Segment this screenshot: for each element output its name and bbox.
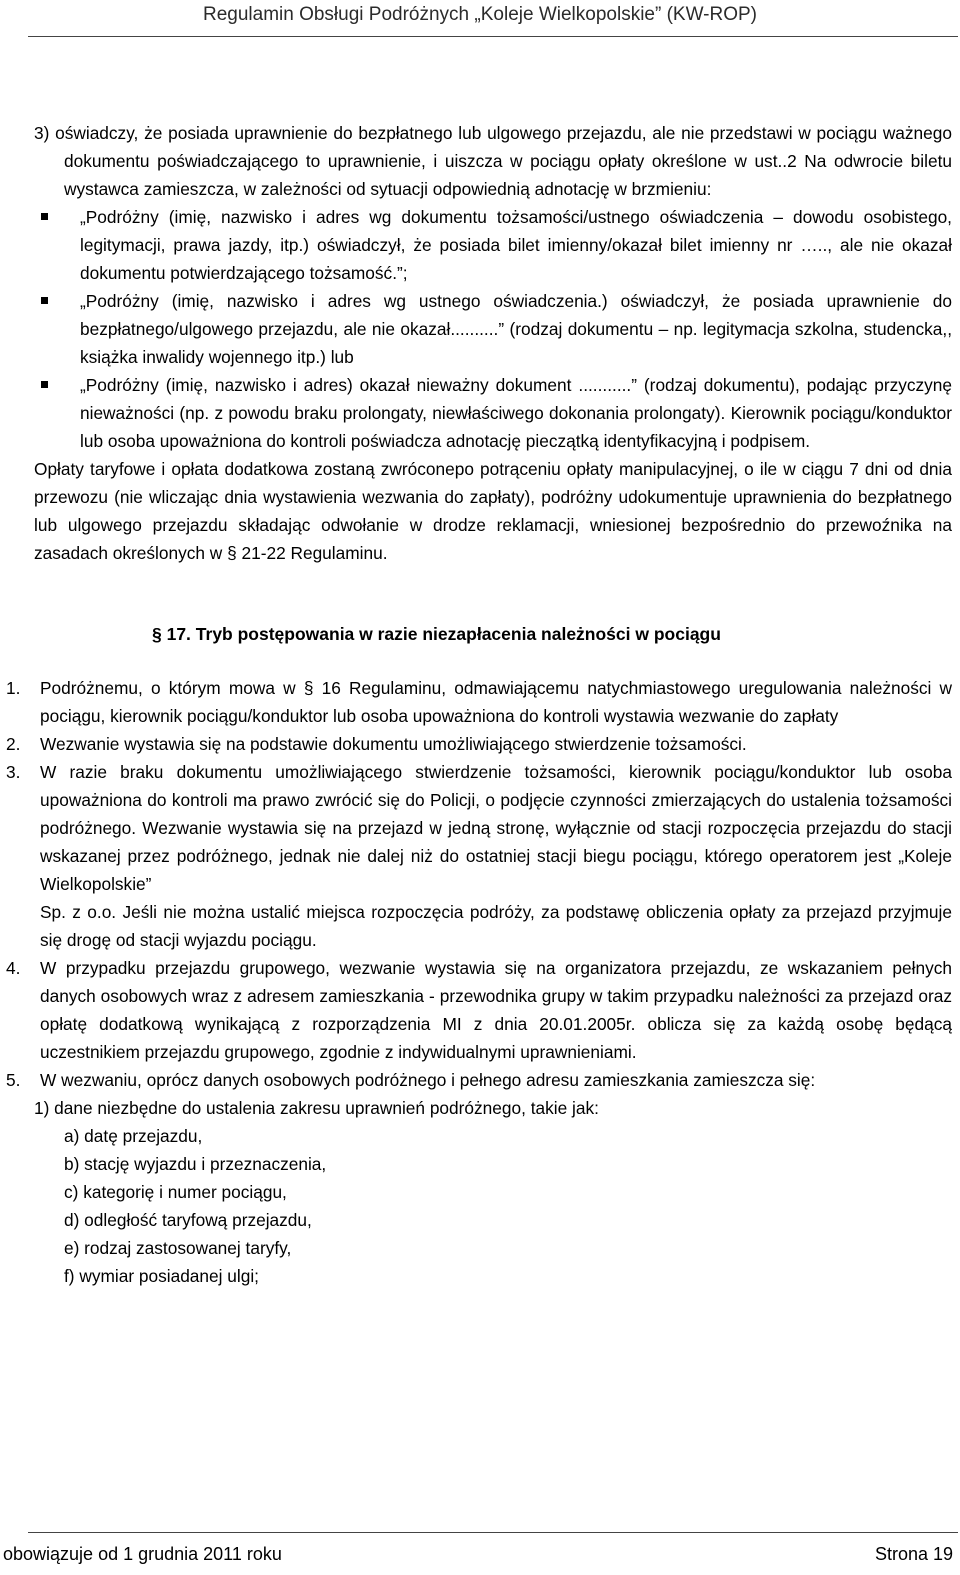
footer-page-number: Strona 19 [874,1544,953,1564]
list-item [6,730,952,758]
sub-sub-list-item: f) wymiar posiadanej ulgi; [64,1266,259,1286]
header-divider [28,36,958,37]
paragraph-item-3: 3) oświadczy, że posiada uprawnienie do bezpłatnego lub ulgowego przejazdu, ale nie przedstawi w pociągu ważnego dokumentu poświadczającego to uprawnienie, i uiszcza w pociągu opłaty określone w ust..2 Na odwrocie biletu wystawca zamieszcza, w zależności od sytuacji odpowiednią adnotację w brzmieniu: [34,123,952,199]
list-text-group [40,758,952,954]
sub-sub-list-item: c) kategorię i numer pociągu, [64,1182,287,1202]
list-text: W przypadku przejazdu grupowego, wezwanie wystawia się na organizatora przejazdu, ze wskazaniem pełnych danych osobowych wraz z adresem zamieszkania - przewodnika grupy w takim przypadku należności za przejazd oraz opłatę dodatkową wynikającą z rozporządzenia MI z dnia 20.01.2005r. oblicza się za każdą osobę będącą uczestnikiem przejazdu grupowego, zgodnie z indywidualnymi uprawnieniami. [40,958,952,1062]
list-item [6,954,952,1066]
sub-sub-list-item: b) stację wyjazdu i przeznaczenia, [64,1154,327,1174]
list-text: Podróżnemu, o którym mowa w § 16 Regulaminu, odmawiającemu natychmiastowego uregulowania należności w pociągu, kierownik pociągu/konduktor lub osoba upoważniona do kontroli wystawia wezwanie do zapłaty [40,678,952,726]
bullet-item [34,203,952,287]
list-text: W razie braku dokumentu umożliwiającego stwierdzenie tożsamości, kierownik pociągu/konduktor lub osoba upoważniona do kontroli ma prawo zwrócić się do Policji, o podjęcie czynności zmierzających do ustalenia tożsamości podróżnego. Wezwanie wystawia się na przejazd w jedną stronę, wyłącznie od stacji rozpoczęcia przejazdu do stacji wskazanej przez podróżnego, jednak nie dalej niż do ostatniej stacji biegu pociągu, którego operatorem jest „Koleje Wielkopolskie” [40,762,952,894]
list-number: 5. [6,1070,21,1090]
list-item [6,758,952,954]
section-heading: § 17. Tryb postępowania w razie niezapłacenia należności w pociągu [152,624,721,644]
list-text: W wezwaniu, oprócz danych osobowych podróżnego i pełnego adresu zamieszkania zamieszcza się: [40,1070,816,1090]
list-text-continued: Sp. z o.o. Jeśli nie można ustalić miejsca rozpoczęcia podróży, za podstawę obliczenia opłaty za przejazd przyjmuje się drogę od stacji wyjazdu pociągu. [40,902,952,950]
bullet-text: „Podróżny (imię, nazwisko i adres) okazał nieważny dokument ...........” (rodzaj dokumentu), podając przyczynę nieważności (np. z powodu braku prolongaty, niewłaściwego dokonania prolongaty). Kierownik pociągu/konduktor lub osoba upoważniona do kontroli poświadcza adnotację pieczątką identyfikacyjną i podpisem. [80,375,952,451]
bullet-item [34,287,952,371]
footer-divider [28,1532,958,1533]
page-header [0,0,960,34]
closing-paragraph: Opłaty taryfowe i opłata dodatkowa zostaną zwróconepo potrąceniu opłaty manipulacyjnej, o ile w ciągu 7 dni od dnia przewozu (nie wliczając dnia wystawienia wezwania do zapłaty), podróżny udokumentuje uprawnienia do bezpłatnego lub ulgowego przejazdu składając odwołanie w drodze reklamacji, wniesionej bezpośrednio do przewoźnika na zasadach określonych w § 21-22 Regulaminu. [34,459,952,563]
list-item [6,1066,952,1094]
header-title: Regulamin Obsługi Podróżnych „Koleje Wielkopolskie” (KW-ROP) [202,4,757,25]
bullet-text: „Podróżny (imię, nazwisko i adres wg ustnego oświadczenia.) oświadczył, że posiada uprawnienie do bezpłatnego/ulgowego przejazdu, ale nie okazał..........” (rodzaj dokumentu – np. legitymacja szkolna, studencka,, książka inwalidy wojennego itp.) lub [80,291,952,367]
bullet-item [34,371,952,455]
square-bullet-icon [41,213,48,220]
footer-effective-date: obowiązuje od 1 grudnia 2011 roku [3,1544,282,1564]
list-number: 4. [6,958,21,978]
sub-list-item: 1) dane niezbędne do ustalenia zakresu uprawnień podróżnego, takie jak: [34,1098,599,1118]
list-number: 2. [6,734,21,754]
sub-sub-list-item: e) rodzaj zastosowanej taryfy, [64,1238,292,1258]
list-number: 3. [6,762,21,782]
document-body [6,119,952,1290]
bullet-text: „Podróżny (imię, nazwisko i adres wg dokumentu tożsamości/ustnego oświadczenia – dowodu osobistego, legitymacji, prawa jazdy, itp.) oświadczył, że posiada bilet imienny/okazał bilet imienny nr ….., ale nie okazał dokumentu potwierdzającego tożsamość.”; [80,207,952,283]
square-bullet-icon [41,297,48,304]
list-number: 1. [6,678,21,698]
sub-sub-list-item: a) datę przejazdu, [64,1126,203,1146]
square-bullet-icon [41,381,48,388]
sub-sub-list [34,1122,952,1290]
sub-sub-list-item: d) odległość taryfową przejazdu, [64,1210,312,1230]
list-text: Wezwanie wystawia się na podstawie dokumentu umożliwiającego stwierdzenie tożsamości. [40,734,747,754]
list-item [6,674,952,730]
page-footer [3,1540,953,1570]
